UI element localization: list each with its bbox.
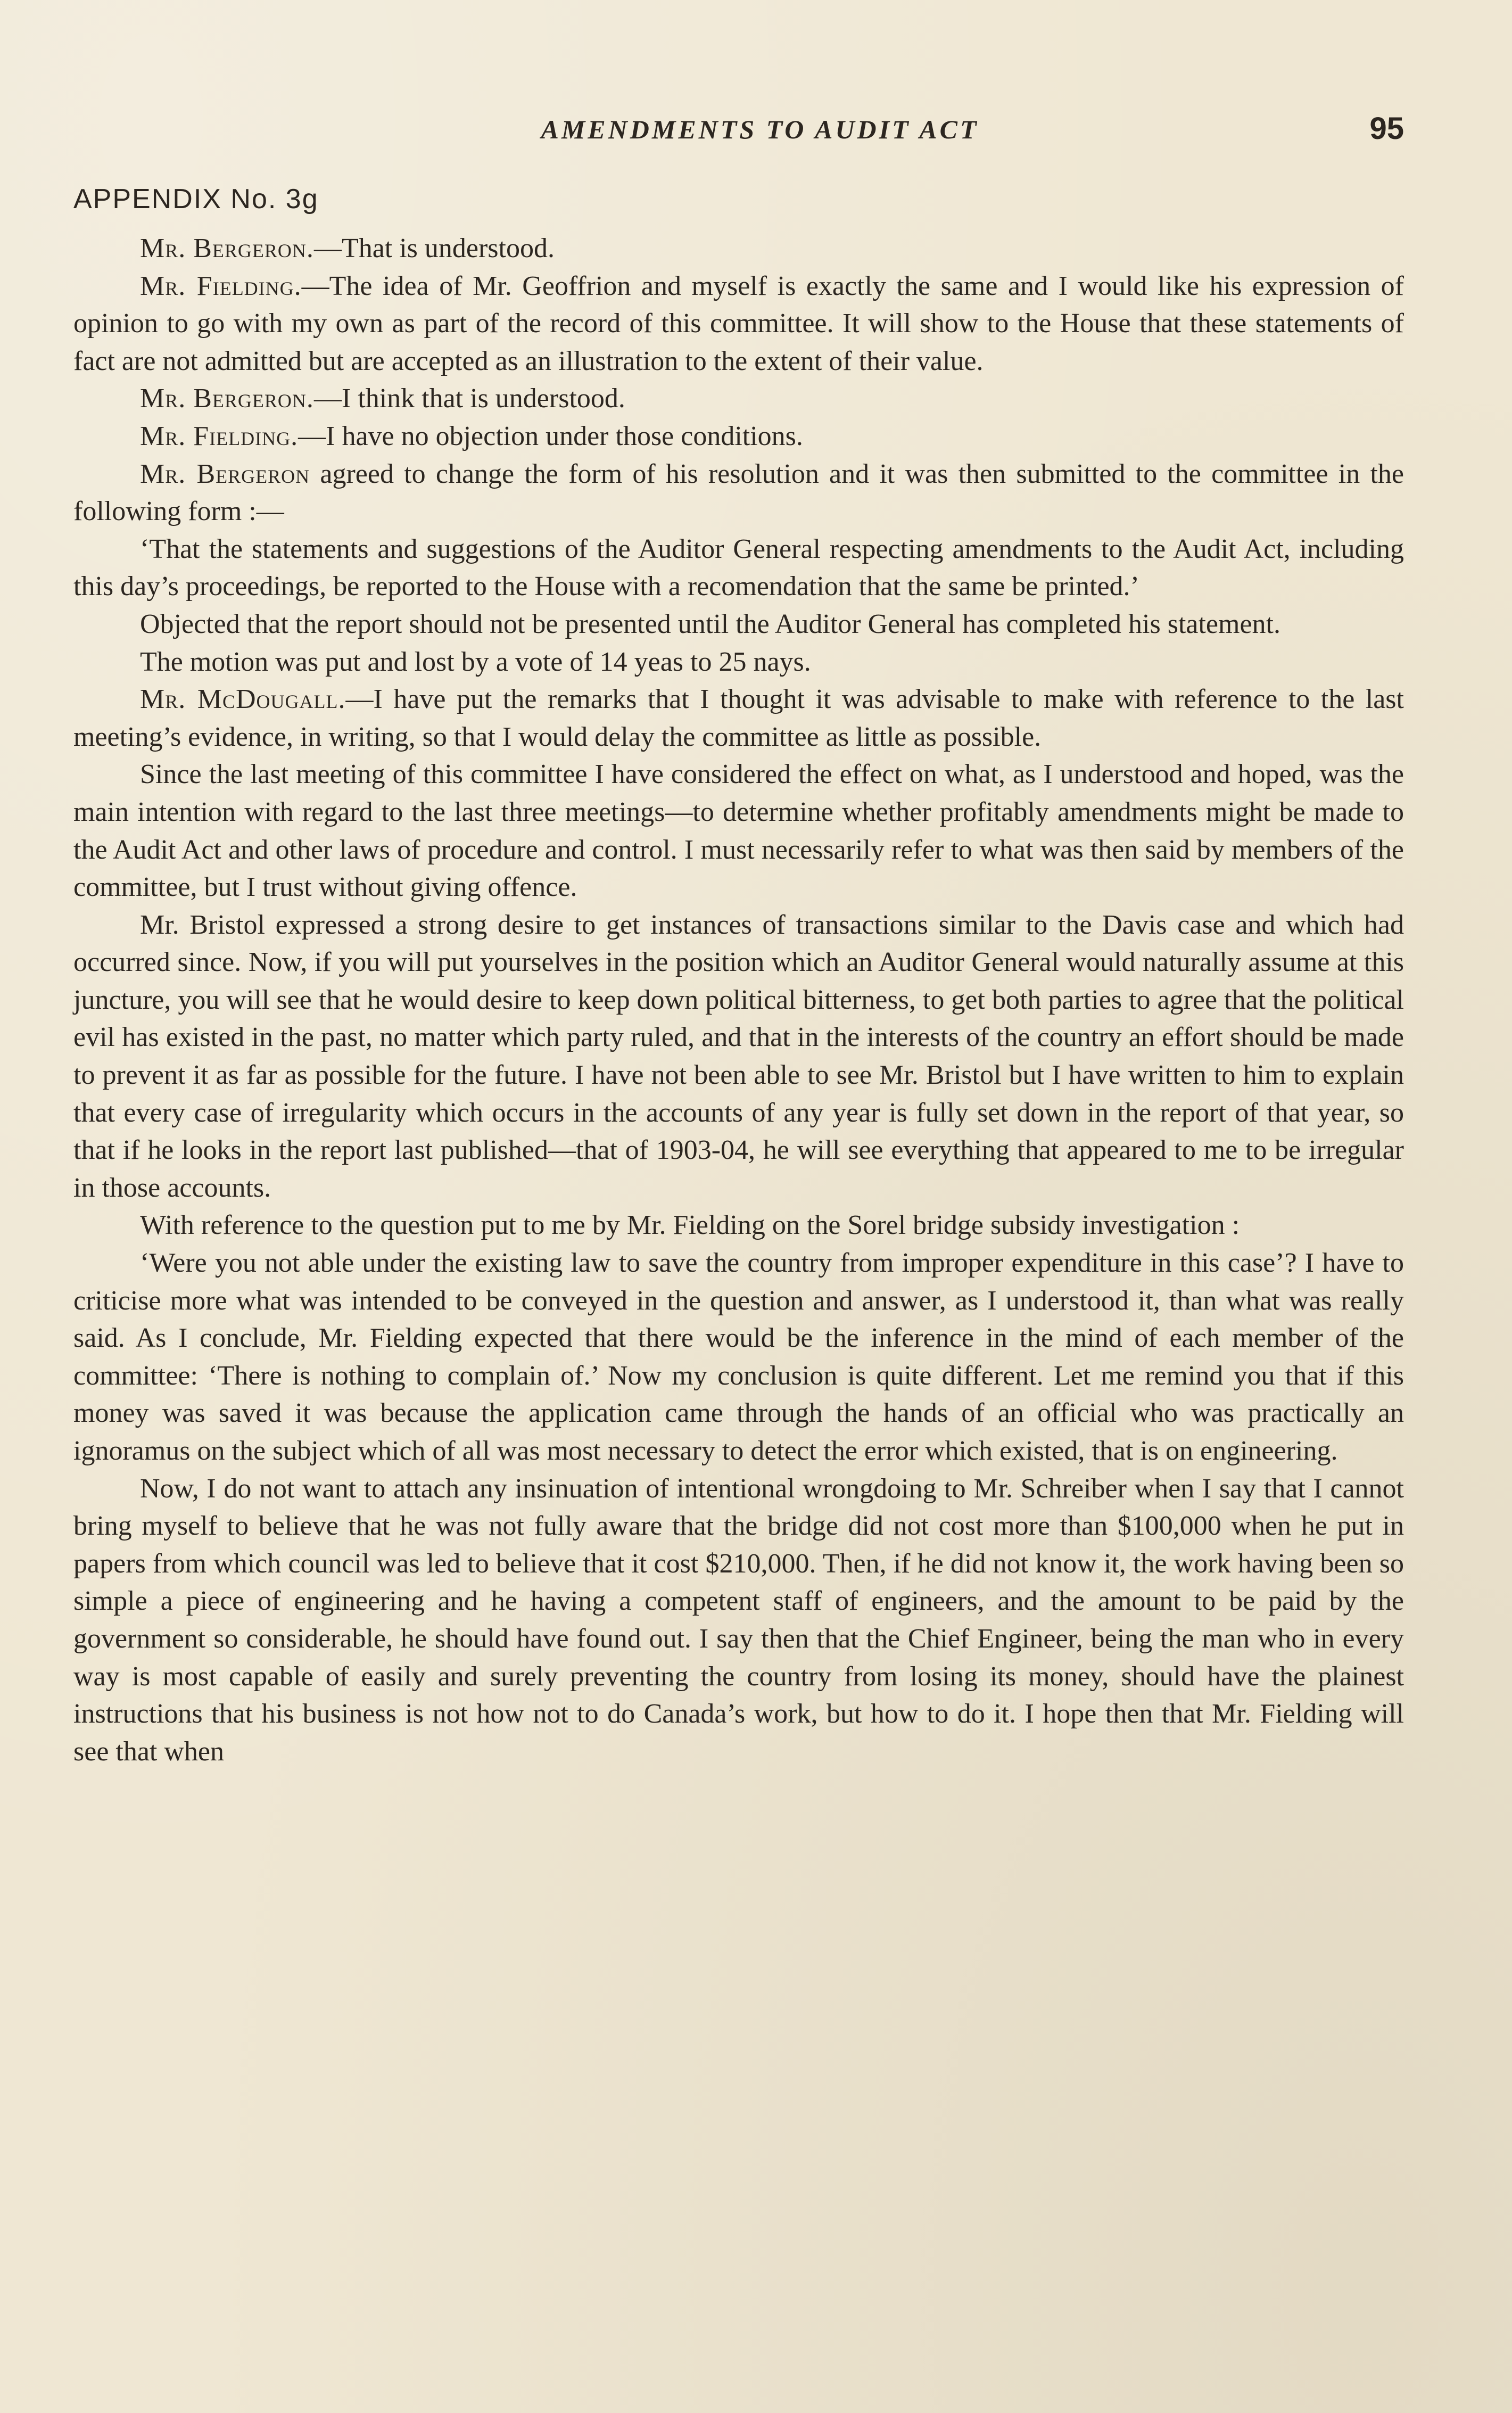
paragraph (73, 644, 1404, 681)
paragraph-text: Now, I do not want to attach any insinuation of intentional wrongdoing to Mr. Schreiber when I say that I cannot bring myself to believe that he was not fully aware that the bridge did not cost more than $100,000 when he put in papers from which council was led to believe that it cost $210,000. Then, if he did not know it, the work having been so simple a piece of engineering and he having a competent staff of engineers, and the amount to be paid by the government so considerable, he should have found out. I say then that the Chief Engineer, being the man who in every way is most capable of easily and surely preventing the country from losing its money, should have the plainest instructions that his business is not how not to do Canada’s work, but how to do it. I hope then that Mr. Fielding will see that when (73, 1473, 1404, 1767)
paragraph-text: The motion was put and lost by a vote of 14 yeas to 25 nays. (140, 646, 811, 677)
resolution-quote (73, 531, 1404, 606)
question-quote (73, 1245, 1404, 1470)
paragraph-text: —That is understood. (313, 233, 555, 263)
body-text (73, 230, 1404, 1770)
paragraph (73, 418, 1404, 456)
appendix-label: APPENDIX No. 3g (73, 184, 319, 215)
paragraph (73, 1207, 1404, 1245)
paragraph-text: ‘That the statements and suggestions of the Auditor General respecting amendments to the Audit Act, including this day’s proceedings, be reported to the House with a recomendation that the same be printed.’ (73, 533, 1404, 602)
paragraph (73, 380, 1404, 418)
paragraph (73, 907, 1404, 1207)
paragraph-text: Since the last meeting of this committee I have considered the effect on what, as I understood and hoped, was the main intention with regard to the last three meetings—to determine whether profitably amendments might be made to the Audit Act and other laws of procedure and control. I must necessarily refer to what was then said by members of the committee, but I trust without giving offence. (73, 759, 1404, 903)
speaker-name: Mr. Bergeron. (140, 383, 314, 414)
paragraph (73, 456, 1404, 531)
paragraph-text: Objected that the report should not be presented until the Auditor General has completed his statement. (140, 608, 1280, 639)
paragraph (73, 606, 1404, 644)
speaker-name: Mr. Bergeron (140, 458, 310, 489)
paragraph-text: —I have put the remarks that I thought it was advisable to make with reference to the last meeting’s evidence, in writing, so that I would delay the committee as little as possible. (73, 684, 1404, 752)
running-header (73, 106, 1404, 165)
paragraph-text: agreed to change the form of his resolution and it was then submitted to the committee in the following form :— (73, 458, 1404, 527)
speaker-name: Mr. Fielding. (140, 421, 299, 451)
page-number: 95 (1369, 111, 1404, 146)
paragraph (73, 756, 1404, 906)
paragraph (73, 681, 1404, 756)
paragraph-text: —I have no objection under those conditions. (298, 421, 803, 451)
speaker-name: Mr. McDougall. (140, 684, 346, 715)
paragraph-text: Mr. Bristol expressed a strong desire to get instances of transactions similar to the Davis case and which had occurred since. Now, if you will put yourselves in the position which an Auditor General would naturally assume at this juncture, you will see that he would desire to keep down political bitterness, to get both parties to agree that the political evil has existed in the past, no matter which party ruled, and that in the interests of the country an effort should be made to prevent it as far as possible for the future. I have not been able to see Mr. Bristol but I have written to him to explain that every case of irregularity which occurs in the accounts of any year is fully set down in the report of that year, so that if he looks in the report last published—that of 1903-04, he will see everything that appeared to me to be irregular in those accounts. (73, 909, 1404, 1203)
paragraph-text: With reference to the question put to me by Mr. Fielding on the Sorel bridge subsidy investigation : (140, 1210, 1240, 1241)
document-page (73, 106, 1404, 2342)
paragraph (73, 268, 1404, 381)
paragraph-text: ‘Were you not able under the existing law to save the country from improper expenditure in this case’? I have to criticise more what was intended to be conveyed in the question and answer, as I understood it, than what was really said. As I conclude, Mr. Fielding expected that there would be the inference in the mind of each member of the committee: ‘There is nothing to complain of.’ Now my conclusion is quite different. Let me remind you that if this money was saved it was because the application came through the hands of an official who was practically an ignoramus on the subject which of all was most necessary to detect the error which existed, that is on engineering. (73, 1248, 1404, 1466)
paragraph (73, 230, 1404, 268)
speaker-name: Mr. Bergeron. (140, 233, 314, 263)
paragraph-text: —I think that is understood. (313, 383, 625, 414)
paragraph-text: —The idea of Mr. Geoffrion and myself is exactly the same and I would like his expression of opinion to go with my own as part of the record of this committee. It will show to the House that these statements of fact are not admitted but are accepted as an illustration to the extent of their value. (73, 270, 1404, 376)
running-title: AMENDMENTS TO AUDIT ACT (541, 114, 979, 144)
speaker-name: Mr. Fielding. (140, 270, 302, 301)
paragraph (73, 1470, 1404, 1771)
